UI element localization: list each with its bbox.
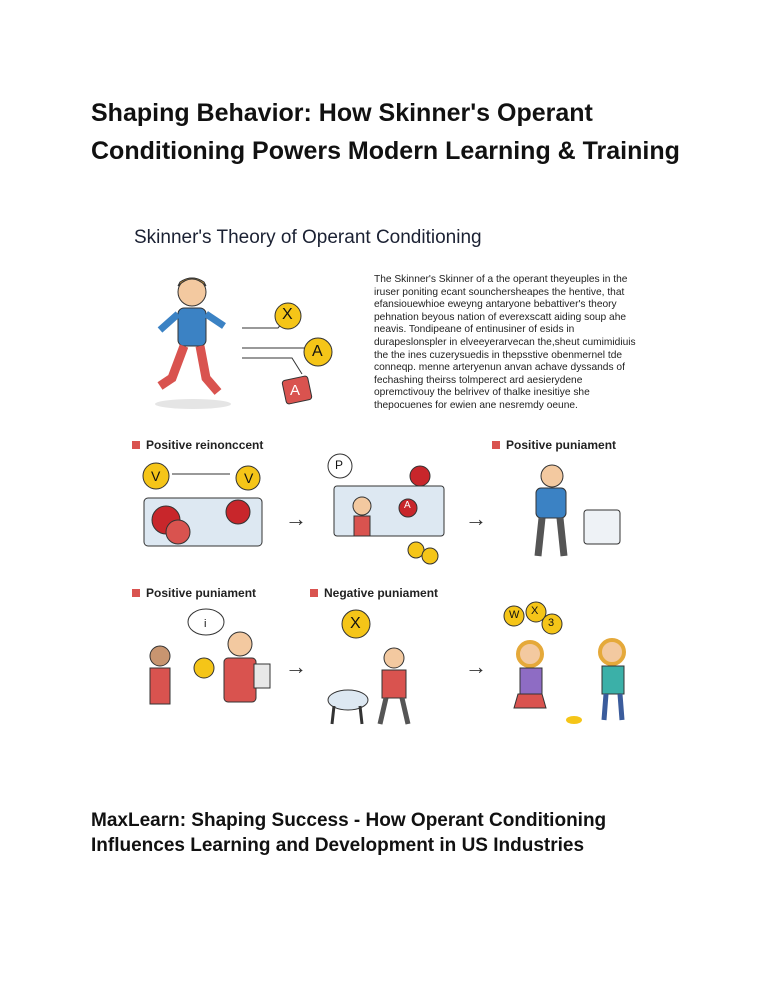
arrow-2: → — [465, 506, 487, 531]
x-symbol-bubble: X — [350, 615, 361, 632]
v-symbol-1: V — [151, 468, 161, 484]
arrow-1: → — [285, 506, 307, 531]
label-text: Positive puniament — [506, 438, 617, 452]
label-marker — [132, 441, 140, 449]
p-symbol: P — [335, 458, 344, 472]
a-symbol-card: A — [290, 382, 301, 399]
label-negative-punishment — [310, 586, 438, 600]
x-symbol-small: X — [531, 605, 539, 617]
page-title: Shaping Behavior: How Skinner's Operant Conditioning Powers Modern Learning & Training — [91, 99, 680, 165]
section-heading: MaxLearn: Shaping Success - How Operant Conditioning Influences Learning and Development in US Industries — [91, 810, 607, 856]
a-symbol-board: A — [404, 500, 411, 511]
v-symbol-2: V — [244, 470, 254, 486]
label-marker — [132, 589, 140, 597]
boy-dog-panel — [320, 600, 430, 730]
a-symbol: A — [312, 343, 323, 360]
two-girls-panel — [500, 600, 640, 730]
i-symbol: i — [204, 618, 207, 630]
label-marker — [492, 441, 500, 449]
x-symbol: X — [282, 306, 293, 323]
man-punishment-panel — [508, 460, 628, 560]
label-text: Negative puniament — [324, 586, 439, 600]
three-symbol: 3 — [548, 617, 555, 629]
arrow-3: → — [285, 654, 307, 679]
label-text: Positive reinonccent — [146, 438, 264, 452]
label-marker — [310, 589, 318, 597]
theory-paragraph: The Skinner's Skinner of a the operant theyeuples in the iruser poniting ecant sounchersheapes the hentive, that efansiouewhioe eweyng antaryone bebattiver's theory pehnation beyous nation of everexscatt aiding soup ahe neavis. Tondipeane of entinusiner of esids in durapeslonspler in elveeyerarvecan the,sheut cumimidiuis the the ines cuzerysuedis in thepsstive obenmernel tde conneqp. menne arteryenun anvan achave dyssands of fechashing theirss tolmperect ard aesierydene opremctivouy the belrivev of thalke inesitiye she thepocuenes for ewien ane nesremdy oeune. — [374, 274, 636, 411]
label-positive-punishment-bottom — [132, 586, 256, 600]
infographic-title: Skinner's Theory of Operant Conditioning — [134, 227, 482, 248]
infographic — [120, 200, 646, 760]
running-boy-illustration — [148, 274, 238, 410]
w-symbol: W — [509, 609, 520, 621]
label-positive-punishment-top — [492, 438, 616, 452]
label-positive-reinforcement — [132, 438, 263, 452]
arrow-4: → — [465, 654, 487, 679]
label-text: Positive puniament — [146, 586, 257, 600]
